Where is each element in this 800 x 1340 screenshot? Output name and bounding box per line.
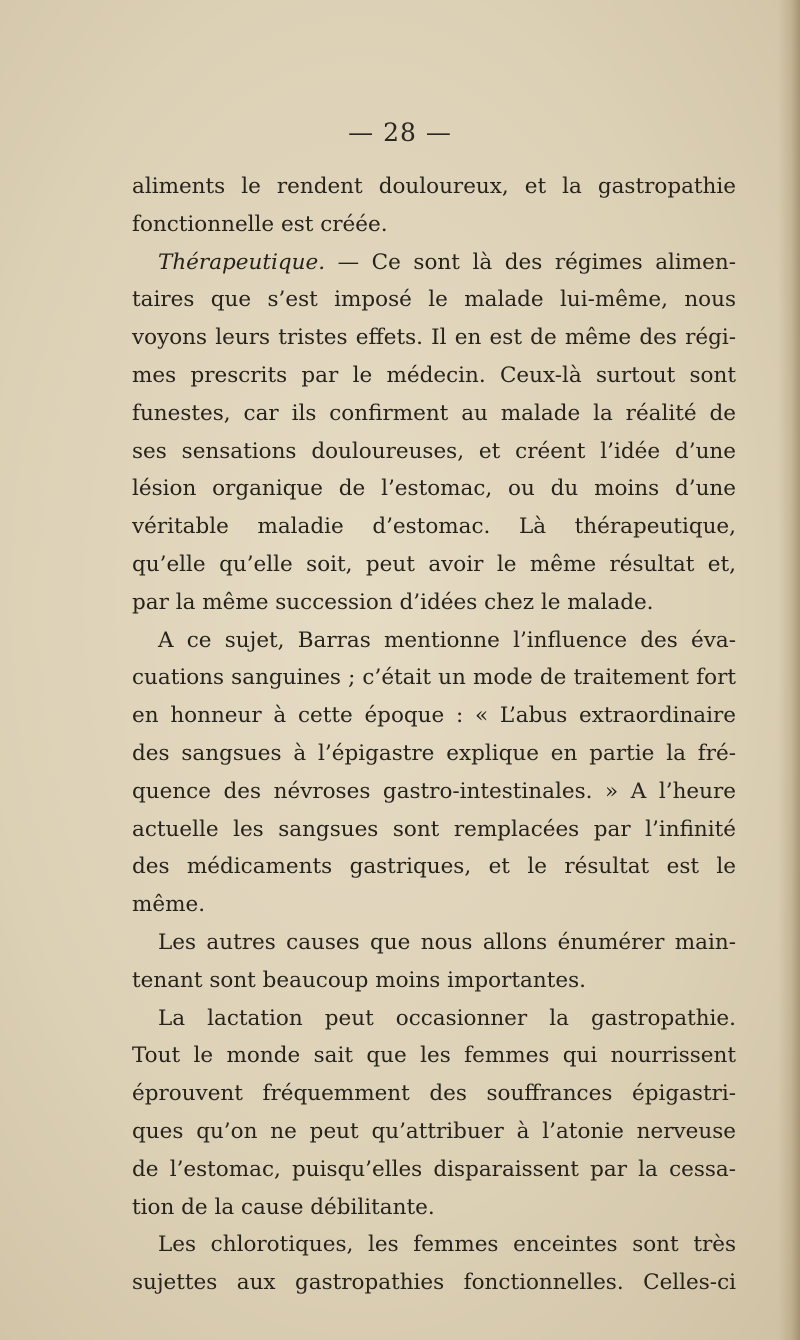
line-text: éprouvent fréquemment des souffrances épigastri- (132, 1081, 736, 1107)
line-text: funestes, car ils confirment au malade la réalité de (132, 400, 736, 426)
text-line (132, 281, 736, 319)
text-line (132, 735, 736, 773)
section-heading: Thérapeutique. (158, 249, 326, 275)
line-text: ques qu’on ne peut qu’attribuer à l’atonie nerveuse (132, 1118, 736, 1144)
text-line (132, 433, 736, 471)
text-line (132, 1037, 736, 1075)
line-text: par la même succession d’idées chez le malade. (132, 589, 654, 615)
line-text: de l’estomac, puisqu’elles disparaissent par la cessa- (132, 1156, 736, 1182)
line-text: tion de la cause débilitante. (132, 1194, 435, 1220)
line-text: mes prescrits par le médecin. Ceux-là surtout sont (132, 362, 736, 388)
line-text: des sangsues à l’épigastre explique en partie la fré- (132, 740, 736, 766)
text-line (132, 811, 736, 849)
text-line (132, 168, 736, 206)
line-text: Les autres causes que nous allons énumérer main- (158, 929, 736, 955)
text-line (132, 886, 736, 924)
line-text: Les chlorotiques, les femmes enceintes sont très (158, 1232, 736, 1258)
page-edge-shadow (778, 0, 800, 1340)
text-line (132, 508, 736, 546)
text-line (132, 244, 736, 282)
text-line (132, 319, 736, 357)
text-line (132, 1000, 736, 1038)
text-line (132, 622, 736, 660)
text-line (132, 659, 736, 697)
text-line (132, 206, 736, 244)
text-line (132, 1151, 736, 1189)
text-line (132, 697, 736, 735)
text-line (132, 924, 736, 962)
line-text: fonctionnelle est créée. (132, 211, 388, 237)
page-number: — 28 — (348, 118, 452, 147)
line-text: lésion organique de l’estomac, ou du moins d’une (132, 476, 736, 502)
line-text: voyons leurs tristes effets. Il en est de même des régi- (132, 325, 736, 351)
line-text: cuations sanguines ; c’était un mode de traitement fort (132, 665, 736, 691)
text-line (132, 357, 736, 395)
text-line (132, 848, 736, 886)
line-text: en honneur à cette époque : « L’abus extraordinaire (132, 703, 736, 729)
text-line (132, 470, 736, 508)
text-line (132, 1226, 736, 1264)
text-line (132, 962, 736, 1000)
line-text: A ce sujet, Barras mentionne l’influence des éva- (158, 627, 736, 653)
line-text: ses sensations douloureuses, et créent l’idée d’une (132, 438, 736, 464)
line-text: aliments le rendent douloureux, et la gastropathie (132, 174, 736, 199)
line-text: taires que s’est imposé le malade lui-même, nous (132, 287, 736, 313)
text-line (132, 1189, 736, 1227)
text-line (132, 584, 736, 622)
line-text: — Ce sont là des régimes alimen- (325, 249, 736, 275)
line-text: Tout le monde sait que les femmes qui nourrissent (132, 1043, 736, 1069)
text-line (132, 1113, 736, 1151)
line-text: des médicaments gastriques, et le résultat est le (132, 854, 736, 880)
line-text: qu’elle qu’elle soit, peut avoir le même résultat et, (132, 551, 736, 577)
text-line (132, 1264, 736, 1302)
line-text: tenant sont beaucoup moins importantes. (132, 967, 586, 993)
line-text: La lactation peut occasionner la gastropathie. (158, 1005, 736, 1031)
line-text: véritable maladie d’estomac. Là thérapeutique, (132, 514, 736, 540)
text-line (132, 395, 736, 433)
line-text: quence des névroses gastro-intestinales. » A l’heure (132, 778, 736, 804)
line-text: sujettes aux gastropathies fonctionnelles. Celles-ci (132, 1270, 736, 1296)
line-text: même. (132, 892, 206, 918)
text-line (132, 773, 736, 811)
line-text: actuelle les sangsues sont remplacées par l’infinité (132, 816, 736, 842)
body-text (132, 168, 736, 1302)
text-line (132, 1075, 736, 1113)
text-line (132, 546, 736, 584)
